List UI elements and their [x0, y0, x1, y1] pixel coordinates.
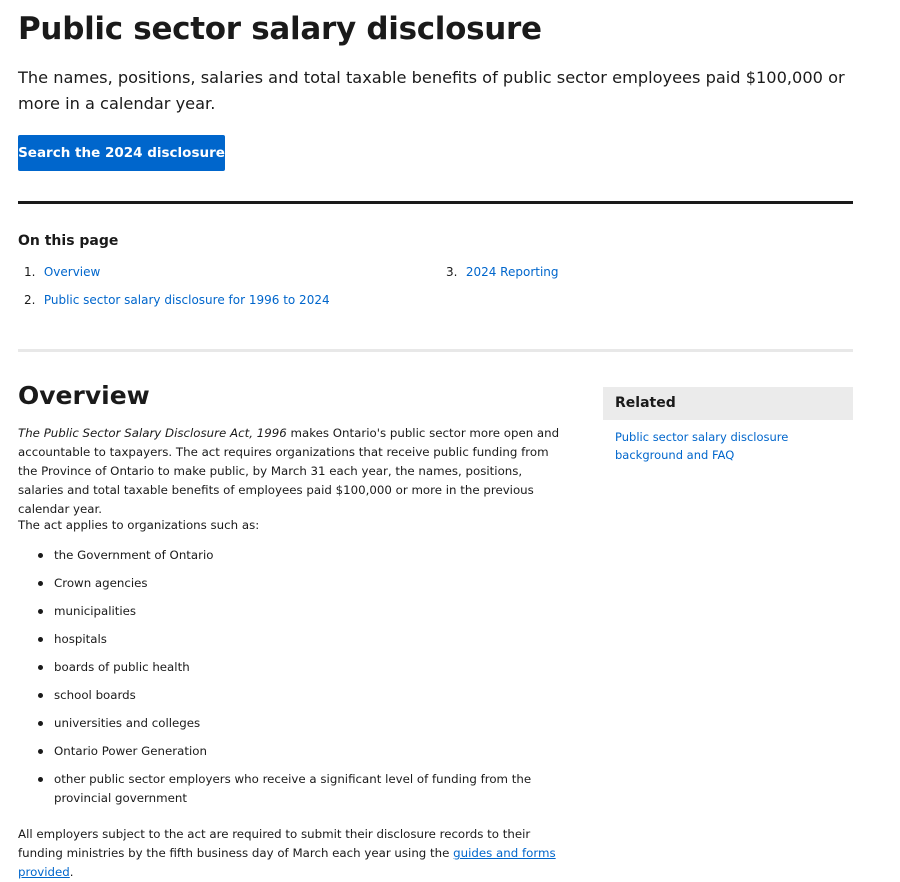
toc-item-number: 1.	[24, 265, 36, 279]
page-lead: The names, positions, salaries and total taxable benefits of public sector employees paid $100,000 or more in a calendar year.	[18, 68, 845, 113]
toc-item-2024-reporting	[446, 264, 559, 280]
page-title: Public sector salary disclosure	[18, 11, 542, 47]
closing-paragraph	[18, 825, 570, 882]
toc-link-overview[interactable]: Overview	[43, 265, 101, 279]
toc-heading: On this page	[18, 233, 119, 249]
toc-item-overview	[24, 264, 100, 280]
applies-to-text: The act applies to organizations such as:	[18, 518, 260, 532]
section-divider-light	[18, 349, 853, 352]
closing-text: All employers subject to the act are required to submit their disclosure records to their funding ministries by the fifth business day of March each year using the	[18, 827, 531, 860]
toc-link-2024-reporting[interactable]: 2024 Reporting	[465, 265, 559, 279]
related-faq-link[interactable]: Public sector salary disclosure background and FAQ	[615, 430, 789, 462]
toc-link-disclosure-years[interactable]: Public sector salary disclosure for 1996 to 2024	[43, 293, 330, 307]
toc-item-number: 2.	[24, 293, 36, 307]
closing-end: .	[69, 865, 74, 879]
list-item: school boards	[38, 686, 568, 705]
list-item: Crown agencies	[38, 574, 568, 593]
list-item: other public sector employers who receive a significant level of funding from the provincial government	[38, 770, 568, 807]
list-item: municipalities	[38, 602, 568, 621]
related-heading: Related	[615, 395, 676, 411]
search-disclosure-button[interactable]: Search the 2024 disclosure	[18, 135, 225, 171]
list-item: the Government of Ontario	[38, 546, 568, 565]
list-item: universities and colleges	[38, 714, 568, 733]
act-title: The Public Sector Salary Disclosure Act, 1996	[18, 426, 287, 440]
toc-item-disclosure-years	[24, 292, 330, 308]
overview-intro-text: makes Ontario's public sector more open and accountable to taxpayers. The act requires organizations that receive public funding from the Province of Ontario to make public, by March 31 each year, the names, positions, salaries and total taxable benefits of employees paid $100,000 or more in the previous calendar year.	[18, 426, 560, 516]
guides-and-forms-link[interactable]: guides and forms provided	[18, 846, 556, 879]
list-item: hospitals	[38, 630, 568, 649]
related-panel	[603, 387, 853, 420]
section-divider	[18, 201, 853, 204]
list-item: Ontario Power Generation	[38, 742, 568, 761]
organizations-list	[38, 546, 568, 817]
overview-intro	[18, 424, 570, 519]
overview-heading: Overview	[18, 381, 150, 410]
list-item: boards of public health	[38, 658, 568, 677]
toc-item-number: 3.	[446, 265, 458, 279]
